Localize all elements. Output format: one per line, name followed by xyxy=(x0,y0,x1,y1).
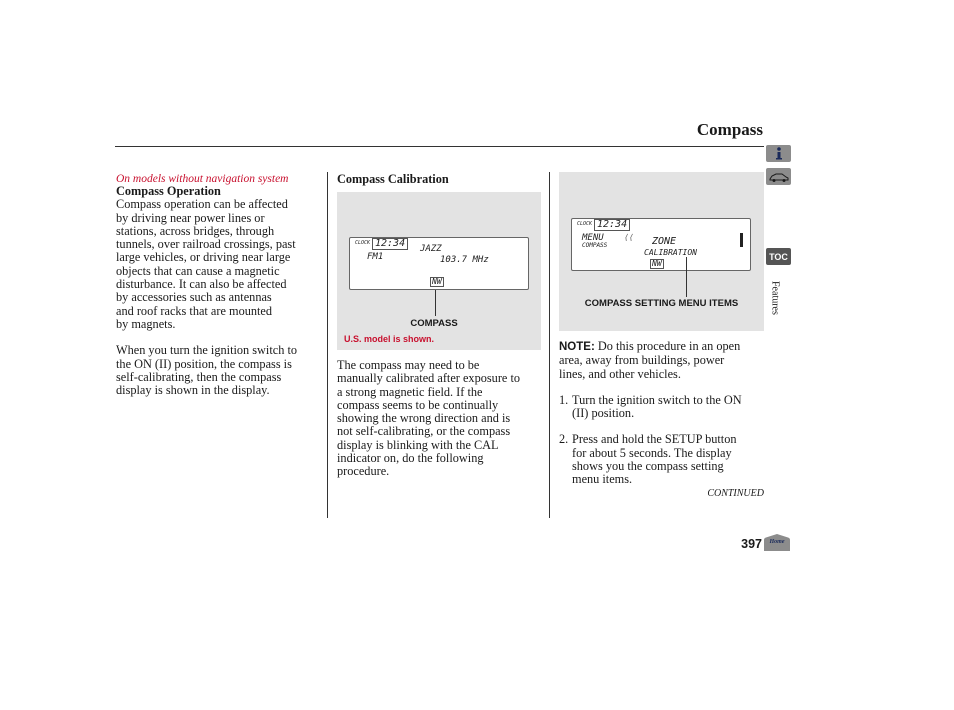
scroll-indicator xyxy=(740,233,743,247)
continued-label: CONTINUED xyxy=(707,488,764,499)
menu-label: MENU xyxy=(582,233,604,243)
page-title: Compass xyxy=(696,120,763,139)
calibration-option: CALIBRATION xyxy=(644,248,697,257)
step-item: 2. Press and hold the SETUP button for about 5 seconds. The display shows you the compass setting menu items. xyxy=(559,432,737,487)
note-label: NOTE: xyxy=(559,341,595,353)
procedure-steps xyxy=(559,394,767,487)
step-item: 1. Turn the ignition switch to the ON (II) position. xyxy=(559,392,742,421)
compass-callout: COMPASS xyxy=(410,318,458,329)
features-label: Features xyxy=(769,281,781,315)
selector-arrows: ⟨⟨ xyxy=(624,233,634,242)
column-1 xyxy=(116,173,321,397)
zone-option: ZONE xyxy=(652,236,677,247)
column-divider-2 xyxy=(549,172,550,518)
calibration-heading: Compass Calibration xyxy=(337,172,449,186)
note-block: NOTE: Do this procedure in an open area, away from buildings, power lines, and other vehicles. xyxy=(559,339,741,381)
audio-lcd-display xyxy=(349,237,529,290)
home-label: Home xyxy=(769,539,785,545)
frequency-readout: 103.7 MHz xyxy=(440,255,489,265)
section-side-label xyxy=(763,268,787,328)
section-heading: Compass Operation xyxy=(116,184,221,198)
compass-menu-figure xyxy=(559,172,764,331)
callout-line xyxy=(435,290,436,316)
model-note: On models without navigation system xyxy=(116,173,289,185)
calibration-paragraph: The compass may need to be manually calibrated after exposure to a strong magnetic field. If the compass seems to be continually showing the wrong direction and is not self-calibrating, or the compass display is blinking with the CAL indicator on, do the following procedure. xyxy=(337,358,521,479)
menu-items-callout: COMPASS SETTING MENU ITEMS xyxy=(584,298,739,309)
toc-label: TOC xyxy=(769,251,788,262)
menu-clock-label: CLOCK xyxy=(577,221,593,227)
info-tab[interactable] xyxy=(766,145,791,162)
car-tab[interactable] xyxy=(766,168,791,185)
paragraph-1: Compass operation can be affected by driving near power lines or stations, across bridges, through tunnels, over railroad crossings, past large vehicles, or driving near large objects that can cause a magnetic disturbance. It can also be affected by accessories such as antennas and roof racks that are mounted by magnets. xyxy=(116,197,296,331)
menu-compass-direction: NW xyxy=(652,259,662,268)
band-label: FM1 xyxy=(367,252,384,262)
clock-label: CLOCK xyxy=(355,240,371,246)
compass-direction: NW xyxy=(432,277,442,286)
header-rule xyxy=(115,146,764,147)
column-divider-1 xyxy=(327,172,328,518)
clock-time: 12:34 xyxy=(372,238,408,250)
station-name: JAZZ xyxy=(420,244,442,254)
column-3-text xyxy=(559,340,767,487)
paragraph-2: When you turn the ignition switch to the ON (II) position, the compass is self-calibrating, then the compass display is shown in the display. xyxy=(116,343,298,398)
menu-clock-time: 12:34 xyxy=(594,219,630,231)
compass-label: COMPASS xyxy=(582,242,608,249)
page-number: 397 xyxy=(741,537,762,551)
home-button[interactable] xyxy=(764,534,790,551)
audio-display-figure xyxy=(337,192,541,350)
menu-lcd-display xyxy=(571,218,751,271)
info-icon xyxy=(774,147,784,160)
us-model-note: U.S. model is shown. xyxy=(344,334,435,344)
toc-tab[interactable] xyxy=(766,248,791,265)
menu-callout-line xyxy=(686,257,687,297)
car-icon xyxy=(768,171,790,183)
